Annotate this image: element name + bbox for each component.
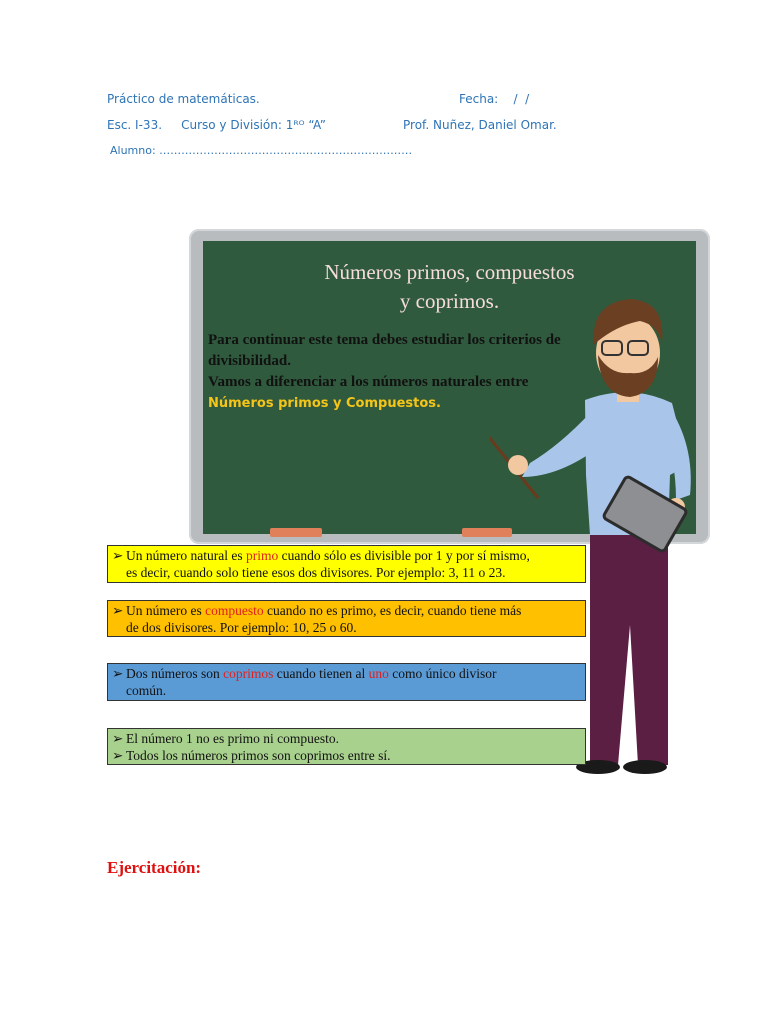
keyword-coprimos: coprimos [223,666,274,681]
arrow-bullet-icon: ➢ [112,603,124,618]
teacher-illustration [490,295,705,780]
doc-title: Práctico de matemáticas. [107,92,260,106]
teacher-name: Prof. Nuñez, Daniel Omar. [403,118,557,132]
hand [508,455,528,475]
board-paragraph-2: Vamos a diferenciar a los números naturales entre [208,374,529,390]
pointer-stick [490,370,538,498]
arrow-bullet-icon: ➢ [112,548,124,563]
keyword-primo: primo [245,548,279,563]
board-paragraph-1: Para continuar este tema debes estudiar los criterios de divisibilidad. [208,332,561,369]
date-field: Fecha: / / [459,92,530,106]
coprimos-definition-box: ➢ Dos números son coprimos cuando tienen al uno como único divisor común. [107,663,586,701]
notes-box: ➢ El número 1 no es primo ni compuesto. ➢ Todos los números primos son coprimos entre sí. [107,728,586,765]
board-title-line1: Números primos, compuestos [324,260,575,284]
board-highlight: Números primos y Compuestos. [208,396,441,411]
keyword-compuesto: compuesto [205,603,264,618]
keyword-uno: uno [368,666,389,681]
arrow-bullet-icon: ➢ [112,731,124,746]
exercises-heading: Ejercitación: [107,858,202,877]
shoe [623,760,667,774]
chalk-eraser [270,528,322,537]
compuesto-definition-box: ➢ Un número es compuesto cuando no es primo, es decir, cuando tiene más de dos divisores. Por ejemplo: 10, 25 o 60. [107,600,586,637]
arrow-bullet-icon: ➢ [112,748,124,763]
school-course-line: Esc. I-33. Curso y División: 1ᴿᴼ “A” [107,118,326,132]
primo-definition-box: ➢ Un número natural es primo cuando sólo es divisible por 1 y por sí mismo, es decir, cuando solo tiene esos dos divisores. Por ejemplo: 3, 11 o 23. [107,545,586,583]
arrow-bullet-icon: ➢ [112,666,124,681]
trousers [590,525,668,765]
board-title-line2: y coprimos. [399,289,500,313]
student-line: Alumno: …………………………………………………………… [110,144,413,157]
